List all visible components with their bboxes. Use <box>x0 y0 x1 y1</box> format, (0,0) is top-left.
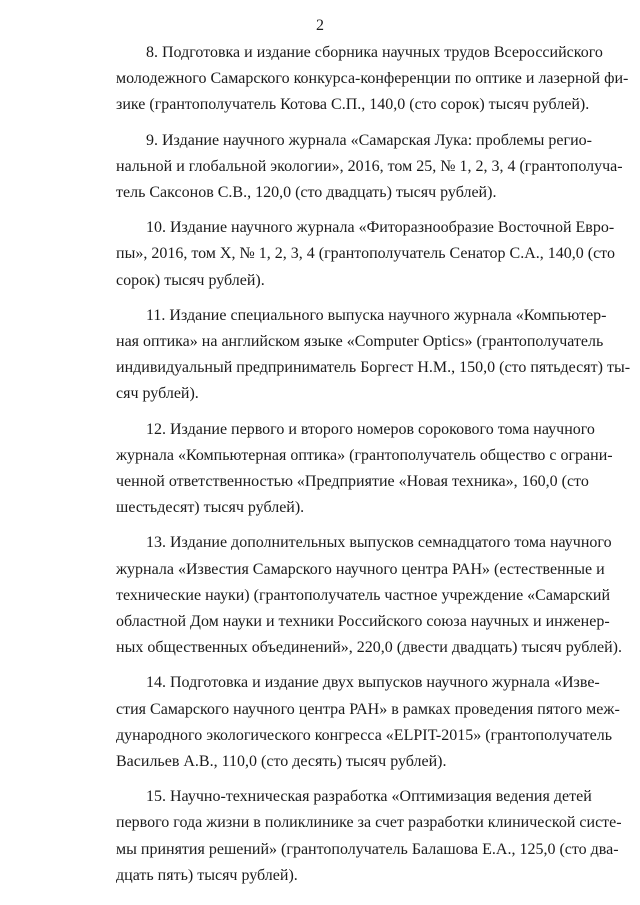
text-line: дцать пять) тысяч рублей). <box>116 866 298 884</box>
text-line: 13. Издание дополнительных выпусков семнадцатого тома научного <box>146 534 612 552</box>
text-line: 11. Издание специального выпуска научного журнала «Компьютер- <box>146 306 607 324</box>
text-line: мы принятия решений» (грантополучатель Балашова Е.А., 125,0 (сто два- <box>116 840 619 858</box>
paragraph-item-13 <box>86 530 622 661</box>
text-line: первого года жизни в поликлинике за счет разработки клинической систе- <box>116 814 622 832</box>
paragraph-item-10 <box>86 215 615 294</box>
text-line: 12. Издание первого и второго номеров сорокового тома научного <box>146 420 595 438</box>
page-number: 2 <box>316 17 324 34</box>
text-line: Васильев А.В., 110,0 (сто десять) тысяч рублей). <box>116 753 447 771</box>
text-line: дународного экологического конгресса «ELPIT-2015» (грантополучатель <box>116 726 612 744</box>
paragraph-item-14 <box>86 670 620 775</box>
paragraph-item-9 <box>86 128 623 207</box>
text-line: журнала «Известия Самарского научного центра РАН» (естественные и <box>116 560 605 578</box>
text-line: ных общественных объединений», 220,0 (двести двадцать) тысяч рублей). <box>116 639 622 657</box>
document-body <box>86 40 631 898</box>
text-line: 8. Подготовка и издание сборника научных трудов Всероссийского <box>146 44 603 61</box>
text-line: молодежного Самарского конкурса-конференции по оптике и лазерной фи- <box>116 70 629 88</box>
text-line: зике (грантополучатель Котова С.П., 140,0 (сто сорок) тысяч рублей). <box>116 96 590 114</box>
text-line: 9. Издание научного журнала «Самарская Лука: проблемы регио- <box>146 131 592 149</box>
paragraph-item-11 <box>86 303 631 408</box>
text-line: технические науки) (грантополучатель частное учреждение «Самарский <box>116 586 611 604</box>
text-line: 10. Издание научного журнала «Фиторазнообразие Восточной Евро- <box>146 219 615 237</box>
text-line: 15. Научно-техническая разработка «Оптимизация ведения детей <box>146 788 592 806</box>
text-line: нальной и глобальной экологии», 2016, том 25, № 1, 2, 3, 4 (грантополуча- <box>116 157 623 175</box>
text-line: стия Самарского научного центра РАН» в рамках проведения пятого меж- <box>116 700 620 718</box>
text-line: журнала «Компьютерная оптика» (грантополучатель общество с ограни- <box>116 446 613 464</box>
text-line: пы», 2016, том X, № 1, 2, 3, 4 (грантополучатель Сенатор С.А., 140,0 (сто <box>116 245 615 263</box>
text-line: ная оптика» на английском языке «Computer Optics» (грантополучатель <box>116 333 604 351</box>
paragraph-item-8 <box>86 40 629 119</box>
text-line: ченной ответственностью «Предприятие «Новая техника», 160,0 (сто <box>116 473 589 491</box>
text-line: 14. Подготовка и издание двух выпусков научного журнала «Изве- <box>146 674 600 692</box>
text-line: тель Саксонов С.В., 120,0 (сто двадцать) тысяч рублей). <box>116 184 497 202</box>
text-line: сорок) тысяч рублей). <box>116 271 265 289</box>
text-line: сяч рублей). <box>116 385 199 403</box>
paragraph-item-15 <box>86 784 622 889</box>
text-line: областной Дом науки и техники Российского союза научных и инженер- <box>116 613 610 631</box>
text-line: индивидуальный предприниматель Боргест Н.М., 150,0 (сто пятьдесят) ты- <box>116 359 631 377</box>
paragraph-item-12 <box>86 417 613 522</box>
text-line: шестьдесят) тысяч рублей). <box>116 499 305 517</box>
